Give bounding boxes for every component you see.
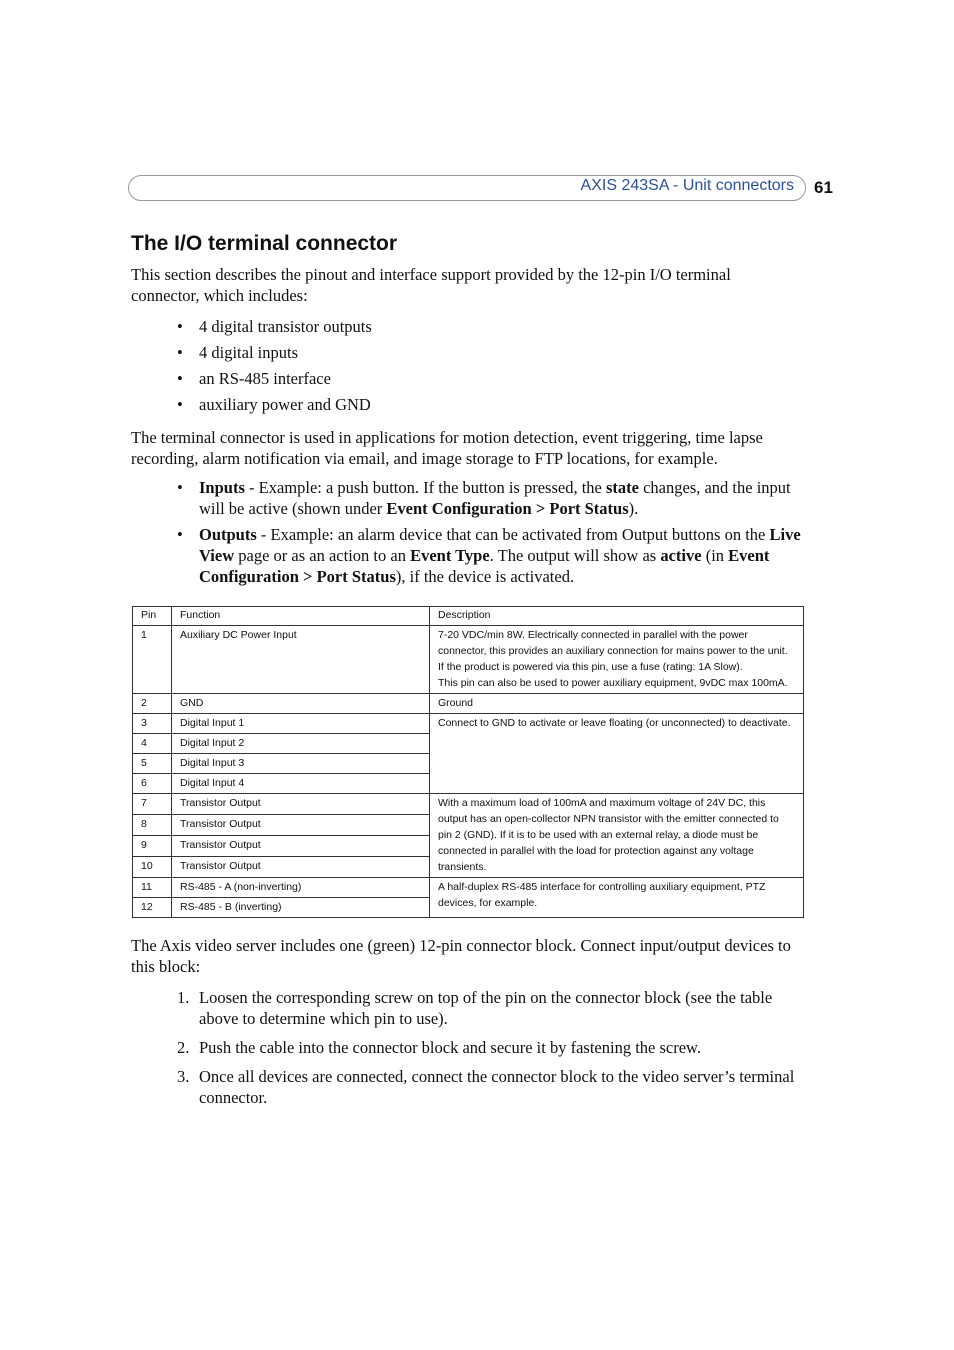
list-item: • 4 digital inputs [199, 342, 803, 363]
function-cell: RS-485 - B (inverting) [172, 898, 430, 918]
list-item: 2. Push the cable into the connector block and secure it by fastening the screw. [177, 1038, 702, 1057]
function-cell: GND [172, 694, 430, 714]
table-row [133, 694, 804, 714]
pin-cell: 9 [133, 836, 172, 857]
pin-cell: 4 [133, 734, 172, 754]
pin-cell: 11 [133, 878, 172, 898]
header-pin: Pin [133, 607, 172, 626]
table-row [133, 626, 804, 694]
io-example-list [131, 477, 803, 587]
description-cell: 7-20 VDC/min 8W. Electrically connected in parallel with the power connector, this provides an auxiliary connection for mains power to the unit. If the product is powered via this pin, use a fuse (rating: 1A Slow). This pin can also be used to power auxiliary equipment, 9vDC max 100mA. [430, 626, 804, 694]
function-cell: Digital Input 2 [172, 734, 430, 754]
function-cell: Transistor Output [172, 794, 430, 815]
function-cell: Transistor Output [172, 836, 430, 857]
header-function: Function [172, 607, 430, 626]
pin-cell: 2 [133, 694, 172, 714]
outputs-item: • Outputs - Example: an alarm device that can be activated from Output buttons on the Live View page or as an action to an Event Type. The output will show as active (in Event Configuration > Port Status), if the device is activated. [199, 524, 803, 587]
section-header: AXIS 243SA - Unit connectors [580, 177, 794, 194]
list-item: 1. Loosen the corresponding screw on top of the pin on the connector block (see the table above to determine which pin to use). [177, 988, 773, 1028]
table-row [133, 794, 804, 815]
steps-list [131, 987, 803, 1108]
page-title: The I/O terminal connector [131, 232, 398, 255]
intro-paragraph: This section describes the pinout and interface support provided by the 12-pin I/O terminal connector, which includes: [131, 265, 731, 305]
table-header-row [133, 607, 804, 626]
list-item: • auxiliary power and GND [199, 394, 803, 415]
function-cell: Transistor Output [172, 815, 430, 836]
pin-cell: 1 [133, 626, 172, 694]
pinout-table [132, 606, 804, 918]
page-content [131, 230, 803, 1116]
list-item: • 4 digital transistor outputs [199, 316, 803, 337]
description-cell: Ground [430, 694, 804, 714]
pin-cell: 6 [133, 774, 172, 794]
pin-cell: 12 [133, 898, 172, 918]
pin-cell: 5 [133, 754, 172, 774]
page-number: 61 [814, 178, 833, 197]
list-item: • an RS-485 interface [199, 368, 803, 389]
description-cell: Connect to GND to activate or leave floating (or unconnected) to deactivate. [430, 714, 804, 794]
description-cell: A half-duplex RS-485 interface for controlling auxiliary equipment, PTZ devices, for example. [430, 878, 804, 918]
description-cell: With a maximum load of 100mA and maximum voltage of 24V DC, this output has an open-collector NPN transistor with the emitter connected to pin 2 (GND). If it is to be used with an external relay, a diode must be connected in parallel with the load for protection against any voltage transients. [430, 794, 804, 878]
function-cell: Transistor Output [172, 857, 430, 878]
pin-cell: 10 [133, 857, 172, 878]
function-cell: RS-485 - A (non-inverting) [172, 878, 430, 898]
pin-cell: 7 [133, 794, 172, 815]
feature-list [131, 316, 803, 415]
function-cell: Digital Input 1 [172, 714, 430, 734]
pin-cell: 3 [133, 714, 172, 734]
connector-paragraph: The Axis video server includes one (green) 12-pin connector block. Connect input/output devices to this block: [131, 936, 791, 976]
table-row [133, 714, 804, 734]
usage-paragraph: The terminal connector is used in applications for motion detection, event triggering, time lapse recording, alarm notification via email, and image storage to FTP locations, for example. [131, 428, 763, 468]
header-description: Description [430, 607, 804, 626]
function-cell: Digital Input 3 [172, 754, 430, 774]
list-item: 3. Once all devices are connected, connect the connector block to the video server’s terminal connector. [177, 1067, 795, 1107]
inputs-item: • Inputs - Example: a push button. If the button is pressed, the state changes, and the input will be active (shown under Event Configuration > Port Status). [199, 477, 803, 519]
function-cell: Auxiliary DC Power Input [172, 626, 430, 694]
pin-cell: 8 [133, 815, 172, 836]
function-cell: Digital Input 4 [172, 774, 430, 794]
table-row [133, 878, 804, 898]
